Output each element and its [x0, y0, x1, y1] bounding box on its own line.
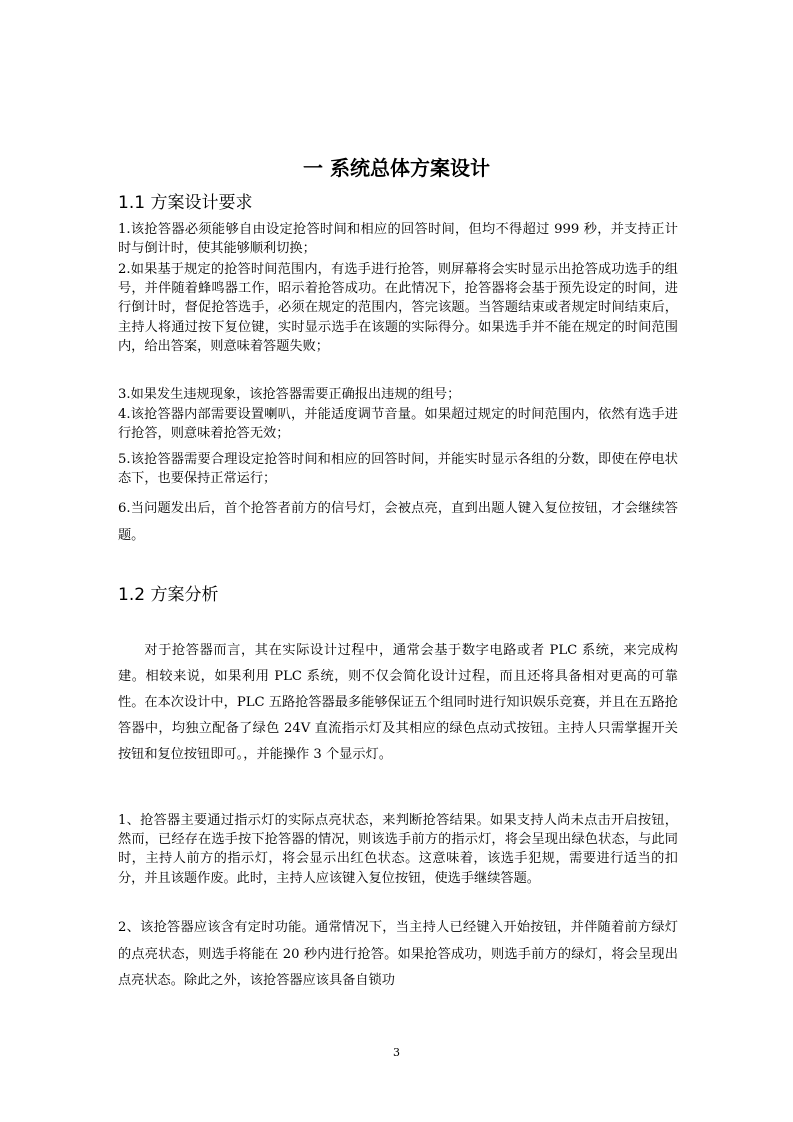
requirement-item-3: 3.如果发生违规现象，该抢答器需要正确报出违规的组号； [118, 387, 461, 402]
page-number: 3 [393, 1046, 400, 1059]
requirement-item-6: 6.当问题发出后，首个抢答者前方的信号灯，会被点亮，直到出题人键入复位按钮，才会继续答题。 [118, 501, 678, 543]
requirement-item-4: 4.该抢答器内部需要设置喇叭，并能适度调节音量。如果超过规定的时间范围内，依然有选手进行抢答，则意味着抢答无效； [118, 407, 678, 442]
requirement-item-5: 5.该抢答器需要合理设定抢答时间和相应的回答时间，并能实时显示各组的分数，即使在停电状态下，也要保持正常运行； [118, 452, 678, 487]
analysis-intro-paragraph: 对于抢答器而言，其在实际设计过程中，通常会基于数字电路或者 PLC 系统，来完成构建。相较来说，如果利用 PLC 系统，则不仅会简化设计过程，而且还将具备相对更高的可靠性。在本次设计中，PLC 五路抢答器最多能够保证五个组同时进行知识娱乐竞赛，并且在五路抢答器中，均独立配备了绿色 24V 直流指示灯及其相应的绿色点动式按钮。主持人只需掌握开关按钮和复位按钮即可。，并能操作 3 个显示灯。 [118, 643, 678, 762]
section-title-1-1: 1.1 方案设计要求 [118, 193, 253, 213]
section-title-1-2: 1.2 方案分析 [118, 585, 219, 605]
analysis-point-2: 2、该抢答器应该含有定时功能。通常情况下，当主持人已经键入开始按钮，并伴随着前方绿灯的点亮状态，则选手将能在 20 秒内进行抢答。如果抢答成功，则选手前方的绿灯，将会呈现出点亮状态。除此之外，该抢答器应该具备自锁功 [118, 920, 678, 988]
requirement-item-1: 1.该抢答器必须能够自由设定抢答时间和相应的回答时间，但均不得超过 999 秒，并支持正计时与倒计时，使其能够顺利切换； [118, 222, 678, 257]
chapter-title: 一 系统总体方案设计 [303, 156, 490, 180]
analysis-point-1: 1、抢答器主要通过指示灯的实际点亮状态，来判断抢答结果。如果支持人尚未点击开启按钮，然而，已经存在选手按下抢答器的情况，则该选手前方的指示灯，将会呈现出绿色状态，与此同时，主持人前方的指示灯，将会显示出红色状态。这意味着，该选手犯规，需要进行适当的扣分，并且该题作废。此时，主持人应该键入复位按钮，使选手继续答题。 [118, 813, 678, 886]
requirement-item-2: 2.如果基于规定的抢答时间范围内，有选手进行抢答，则屏幕将会实时显示出抢答成功选手的组号，并伴随着蜂鸣器工作，昭示着抢答成功。在此情况下，抢答器将会基于预先设定的时间，进行倒计时，督促抢答选手，必须在规定的范围内，答完该题。当答题结束或者规定时间结束后，主持人将通过按下复位键，实时显示选手在该题的实际得分。如果选手并不能在规定的时间范围内，给出答案，则意味着答题失败； [118, 262, 678, 354]
